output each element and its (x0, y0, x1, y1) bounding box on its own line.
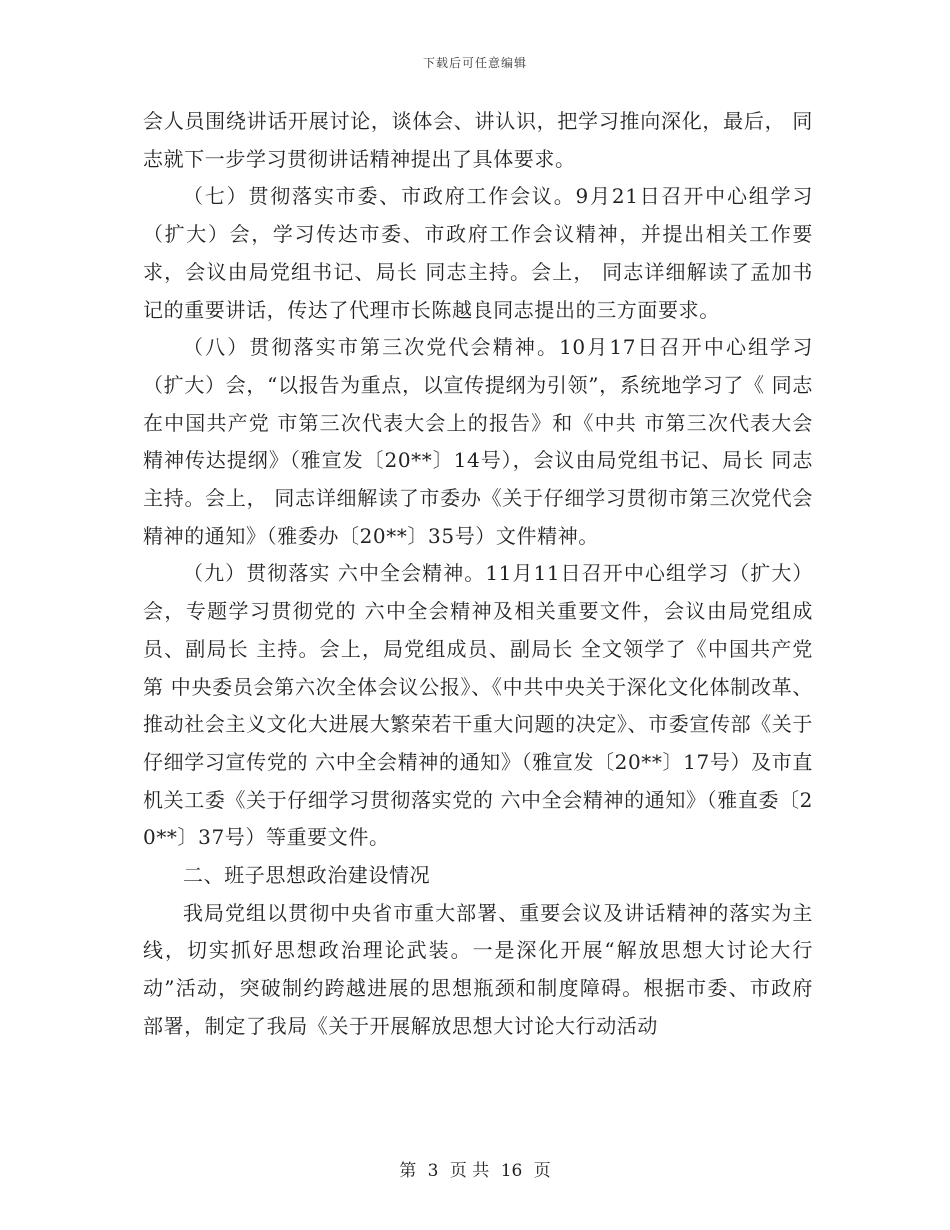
paragraph-section-2-body: 我局党组以贯彻中央省市重大部署、重要会议及讲话精神的落实为主线，切实抓好思想政治理论武装。一是深化开展“解放思想大讨论大行动”活动，突破制约跨越进展的思想瓶颈和制度障碍。根据市委、市政府部署，制定了我局《关于开展解放思想大讨论大行动活动 (143, 900, 813, 1038)
footer-prefix: 第 (399, 1161, 417, 1181)
footer-middle-label: 页 共 (449, 1161, 490, 1181)
paragraph-item-8: （八）贯彻落实市第三次党代会精神。10月17日召开中心组学习（扩大）会，“以报告为重点，以宣传提纲为引领”，系统地学习了《 同志在中国共产党 市第三次代表大会上的报告》和《中共 市第三次代表大会精神传达提纲》（雅宣发〔20**〕14号），会议由局党组书记、局长 同志主持。会上， 同志详细解读了市委办《关于仔细学习贯彻市第三次党代会精神的通知》（雅委办〔20**〕35号）文件精神。 (143, 335, 813, 548)
page-header-note: 下载后可任意编辑 (422, 56, 527, 70)
document-body (143, 103, 813, 1046)
paragraph-continuation: 会人员围绕讲话开展讨论，谈体会、讲认识，把学习推向深化，最后， 同志就下一步学习贯彻讲话精神提出了具体要求。 (143, 109, 813, 171)
paragraph-item-7: （七）贯彻落实市委、市政府工作会议。9月21日召开中心组学习（扩大）会，学习传达市委、市政府工作会议精神，并提出相关工作要求，会议由局党组书记、局长 同志主持。会上， 同志详细解读了孟加书记的重要讲话，传达了代理市长陈越良同志提出的三方面要求。 (143, 184, 813, 322)
footer-suffix: 页 (533, 1161, 551, 1181)
section-heading-2: 二、班子思想政治建设情况 (183, 863, 431, 888)
footer-total-pages: 16 (500, 1161, 523, 1181)
footer-page-number: 3 (427, 1161, 439, 1181)
page-footer (0, 1156, 950, 1181)
paragraph-item-9: （九）贯彻落实 六中全会精神。11月11日召开中心组学习（扩大）会，专题学习贯彻党的 六中全会精神及相关重要文件，会议由局党组成员、副局长 主持。会上，局党组成员、副局长 全文领学了《中国共产党第 中央委员会第六次全体会议公报》、《中共中央关于深化文化体制改革、推动社会主义文化大进展大繁荣若干重大问题的决定》、市委宣传部《关于仔细学习宣传党的 六中全会精神的通知》（雅宣发〔20**〕17号）及市直机关工委《关于仔细学习贯彻落实党的 六中全会精神的通知》（雅直委〔20**〕37号）等重要文件。 (143, 561, 813, 850)
